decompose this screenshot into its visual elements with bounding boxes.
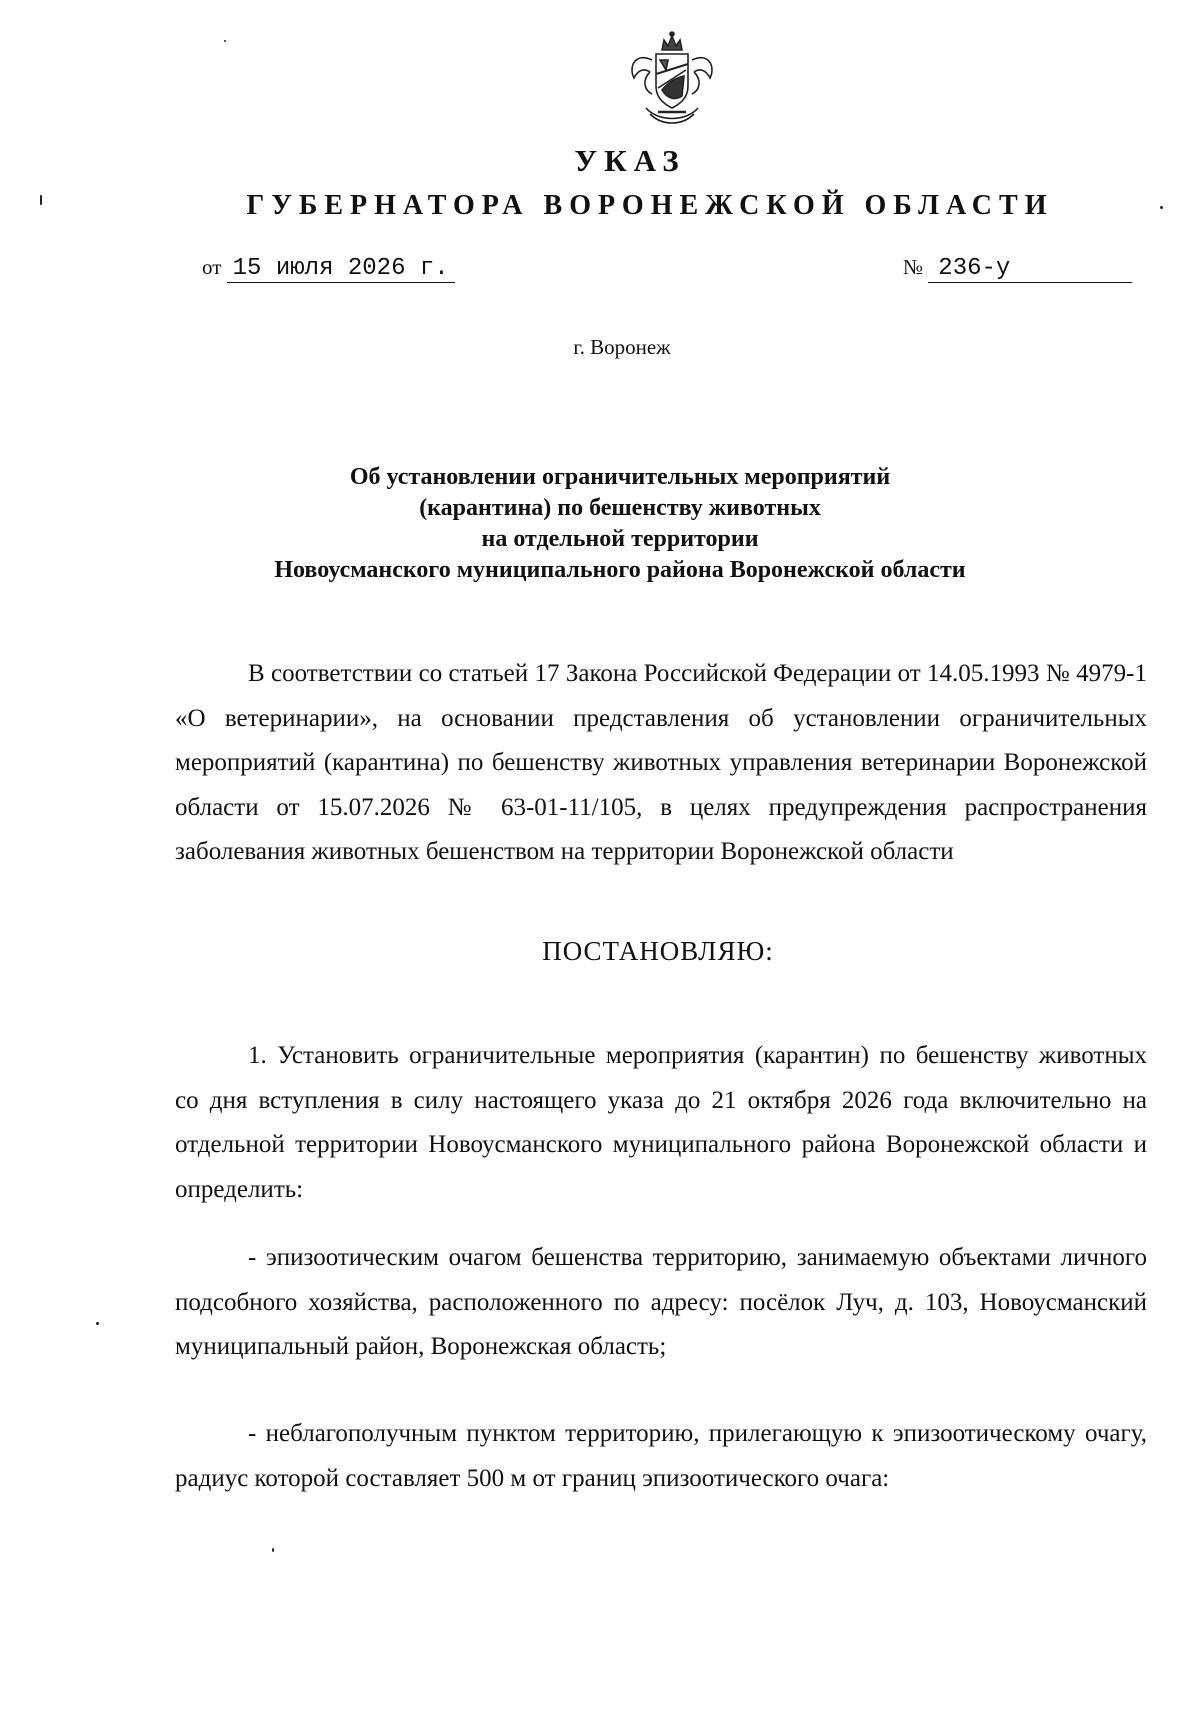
intro-paragraph — [175, 652, 1147, 875]
item-1-paragraph — [175, 1034, 1147, 1212]
document-number — [903, 255, 1132, 283]
decree-word: ПОСТАНОВЛЯЮ: — [542, 936, 774, 966]
document-heading — [180, 462, 1060, 586]
date-value: 15 июля 2026 г. — [227, 255, 455, 283]
scan-speck — [272, 1548, 274, 1552]
date-prefix: от — [202, 255, 222, 279]
document-date — [202, 255, 455, 283]
number-value: 236-у — [928, 255, 1132, 283]
scan-speck — [96, 1322, 99, 1325]
bullet-1-text: - эпизоотическим очагом бешенства территорию, занимаемую объектами личного подсобного хозяйства, расположенного по адресу: посёлок Луч, д. 103, Новоусманский муниципальный район, Воронежская область; — [175, 1244, 1147, 1360]
intro-text: В соответствии со статьей 17 Закона Российской Федерации от 14.05.1993 № 4979-1 «О ветеринарии», на основании представления об установлении ограничительных мероприятий (карантина) по бешенству животных управления ветеринарии Воронежской области от 15.07.2026 № 63-01-11/105, в целях предупреждения распространения заболевания животных бешенством на территории Воронежской области — [175, 660, 1147, 865]
heading-line-3: на отдельной территории — [481, 526, 759, 552]
scan-speck — [224, 40, 226, 42]
city-label: г. Воронеж — [573, 335, 671, 359]
heading-line-2: (карантина) по бешенству животных — [419, 495, 821, 521]
bullet-1-paragraph — [175, 1236, 1147, 1370]
document-type-title: УКАЗ — [574, 143, 686, 178]
heading-line-4: Новоусманского муниципального района Воронежской области — [274, 557, 966, 583]
bullet-2-paragraph — [175, 1412, 1147, 1501]
issuer-title: ГУБЕРНАТОРА ВОРОНЕЖСКОЙ ОБЛАСТИ — [246, 190, 1054, 221]
bullet-2-text: - неблагополучным пунктом территорию, прилегающую к эпизоотическому очагу, радиус которой составляет 500 м от границ эпизоотического очага: — [175, 1420, 1147, 1492]
heading-line-1: Об установлении ограничительных мероприятий — [349, 464, 891, 490]
number-prefix: № — [903, 255, 924, 279]
coat-of-arms-icon — [622, 30, 722, 130]
scan-speck — [40, 195, 42, 205]
scan-speck — [1160, 206, 1163, 209]
item-1-text: 1. Установить ограничительные мероприятия (карантин) по бешенству животных со дня вступления в силу настоящего указа до 21 октября 2026 года включительно на отдельной территории Новоусманского муниципального района Воронежской области и определить: — [175, 1042, 1147, 1203]
